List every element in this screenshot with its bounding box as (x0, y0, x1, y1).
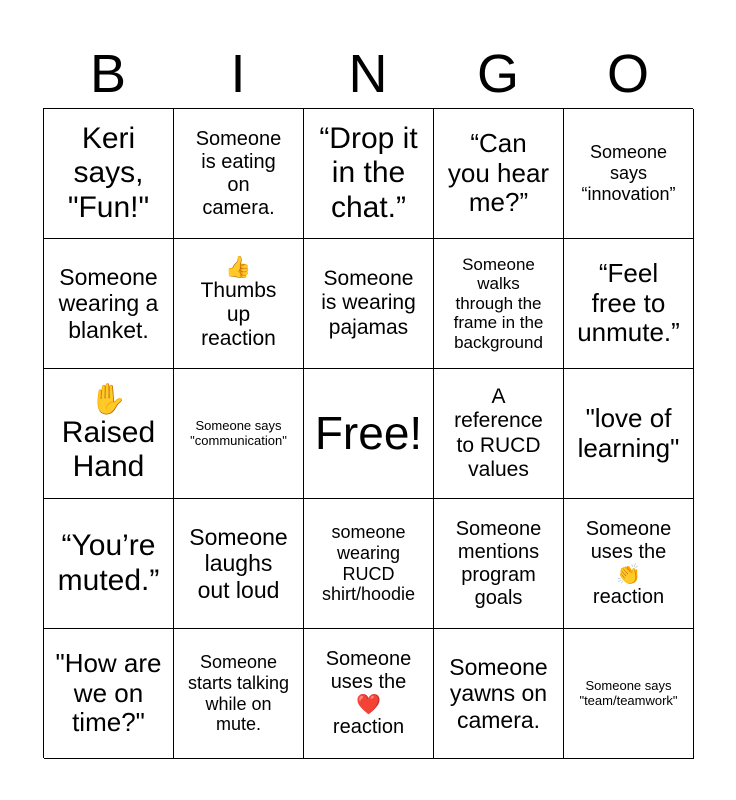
bingo-cell-r1c5[interactable] (564, 109, 694, 239)
clapping-hands-icon: 👏 (616, 564, 641, 586)
bingo-cell-r1c4[interactable] (434, 109, 564, 239)
cell-text: Someone says "communication" (190, 417, 287, 448)
bingo-cell-r2c2[interactable] (174, 239, 304, 369)
bingo-cell-r5c4[interactable] (434, 629, 564, 759)
heart-icon: ❤️ (356, 694, 381, 716)
cell-text: Someone starts talking while on mute. (187, 652, 290, 735)
bingo-cell-r5c1[interactable] (44, 629, 174, 759)
bingo-cell-r3c2[interactable] (174, 369, 304, 499)
cell-text: Someone walks through the frame in the background (453, 254, 544, 352)
cell-text: “Feel free to unmute.” (577, 257, 680, 348)
thumbs-up-icon: 👍 (225, 255, 252, 279)
cell-text: Someone says "team/teamwork" (579, 677, 678, 708)
bingo-cell-r2c5[interactable] (564, 239, 694, 369)
header-letter-o: O (606, 44, 649, 104)
bingo-cell-r5c3[interactable] (304, 629, 434, 759)
bingo-cell-r4c1[interactable] (44, 499, 174, 629)
bingo-cell-r1c1[interactable] (44, 109, 174, 239)
bingo-cell-r1c3[interactable] (304, 109, 434, 239)
cell-text: someone wearing RUCD shirt/hoodie (321, 522, 416, 605)
cell-text: Someone is eating on camera. (195, 127, 282, 219)
bingo-cell-free[interactable] (304, 369, 434, 499)
cell-text: Someone wearing a blanket. (58, 263, 159, 343)
cell-text: Someone uses the (325, 648, 412, 693)
bingo-cell-r4c3[interactable] (304, 499, 434, 629)
cell-text: Keri says, "Fun!" (67, 121, 150, 224)
bingo-cell-r4c2[interactable] (174, 499, 304, 629)
bingo-cell-r3c4[interactable] (434, 369, 564, 499)
cell-text: “Can you hear me?” (447, 127, 550, 218)
bingo-cell-r4c5[interactable] (564, 499, 694, 629)
cell-text: “You’re muted.” (57, 529, 160, 597)
bingo-header (43, 40, 693, 108)
header-letter-i: I (230, 44, 246, 104)
raised-hand-icon: ✋ (89, 382, 128, 416)
bingo-cell-r5c5[interactable] (564, 629, 694, 759)
bingo-cell-r2c3[interactable] (304, 239, 434, 369)
header-letter-b: B (89, 44, 127, 104)
cell-text: Raised Hand (61, 415, 156, 483)
cell-text: Someone yawns on camera. (449, 653, 548, 733)
bingo-cell-r5c2[interactable] (174, 629, 304, 759)
free-space-text: Free! (314, 407, 423, 460)
bingo-board (43, 108, 693, 758)
bingo-cell-r3c5[interactable] (564, 369, 694, 499)
cell-text: reaction (592, 586, 665, 608)
bingo-cell-r2c1[interactable] (44, 239, 174, 369)
header-letter-g: G (476, 44, 519, 104)
cell-text: “Drop it in the chat.” (319, 121, 418, 224)
cell-text: Someone uses the (585, 518, 672, 563)
cell-text: Someone says “innovation” (581, 142, 676, 204)
bingo-cell-r4c4[interactable] (434, 499, 564, 629)
bingo-cell-r3c1[interactable] (44, 369, 174, 499)
cell-text: Someone mentions program goals (455, 517, 542, 609)
cell-text: "love of learning" (577, 402, 680, 463)
header-letter-n: N (348, 44, 388, 104)
cell-text: Thumbs up reaction (200, 278, 277, 351)
cell-text: Someone is wearing pajamas (321, 267, 416, 339)
cell-text: Someone laughs out loud (189, 523, 288, 603)
bingo-cell-r1c2[interactable] (174, 109, 304, 239)
cell-text: reaction (332, 716, 405, 738)
bingo-cell-r2c4[interactable] (434, 239, 564, 369)
cell-text: A reference to RUCD values (454, 385, 543, 481)
cell-text: "How are we on time?" (55, 647, 162, 738)
